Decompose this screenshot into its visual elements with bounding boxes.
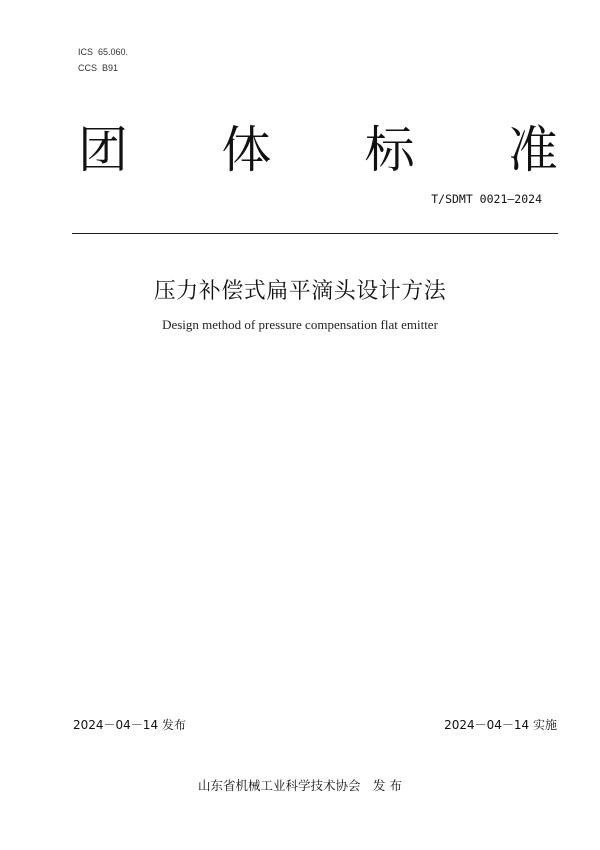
- ics-code: ICS 65.060.: [78, 47, 129, 57]
- standard-type-title: [78, 118, 558, 182]
- ccs-code: CCS B91: [78, 63, 119, 73]
- standard-number: T/SDMT 0021—2024: [431, 192, 542, 206]
- title-char: 体: [221, 121, 272, 179]
- document-title-english: Design method of pressure compensation flat emitter: [162, 317, 438, 332]
- implementation-date: 2024－04－14 实施: [444, 718, 557, 732]
- issue-date: 2024－04－14 发布: [73, 718, 186, 732]
- publisher: 山东省机械工业科学技术协会 发 布: [198, 778, 402, 793]
- title-char: 准: [507, 121, 558, 179]
- title-char: 团: [78, 121, 128, 179]
- title-char: 标: [364, 121, 415, 179]
- document-title-chinese: 压力补偿式扁平滴头设计方法: [153, 279, 447, 304]
- header-divider: [72, 233, 558, 234]
- classification-codes: [78, 44, 128, 76]
